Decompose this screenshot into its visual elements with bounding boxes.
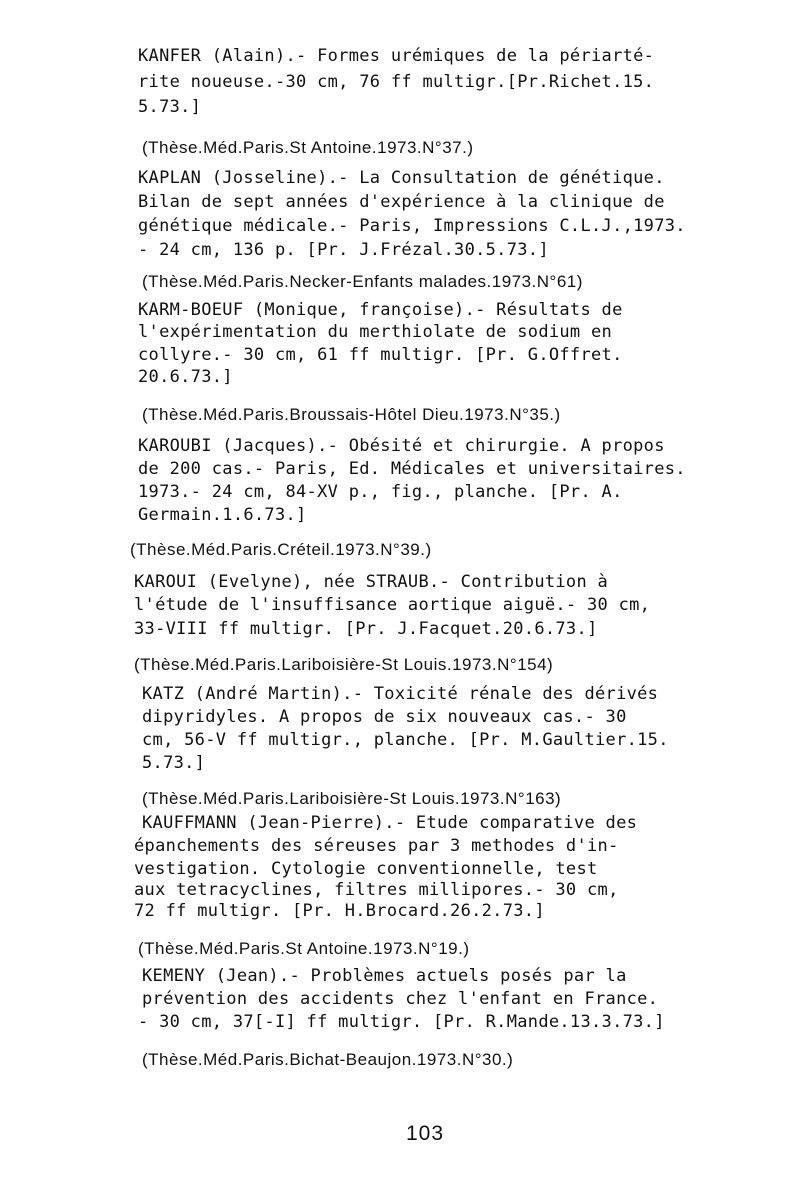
entry-location: (Thèse.Méd.Paris.Broussais-Hôtel Dieu.1973.N°35.) [142,405,561,424]
entry-text-line: dipyridyles. A propos de six nouveaux cas.- 30 [142,707,627,727]
entry-text-line: génétique médicale.- Paris, Impressions C.L.J.,1973. [138,216,686,236]
entry-location: (Thèse.Méd.Paris.St Antoine.1973.N°19.) [138,939,470,958]
entry-text-line: KAPLAN (Josseline).- La Consultation de génétique. [138,168,665,188]
entry-text-line: - 24 cm, 136 p. [Pr. J.Frézal.30.5.73.] [138,240,549,260]
entry-text-line: KAUFFMANN (Jean-Pierre).- Etude comparative des [142,813,638,833]
entry-location: (Thèse.Méd.Paris.Créteil.1973.N°39.) [130,540,432,559]
entry-text-line: cm, 56-V ff multigr., planche. [Pr. M.Gaultier.15. [142,730,669,750]
entry-text-line: vestigation. Cytologie conventionnelle, test [134,859,598,879]
entry-text-line: - 30 cm, 37[-I] ff multigr. [Pr. R.Mande.13.3.73.] [138,1012,665,1032]
entry-text-line: KATZ (André Martin).- Toxicité rénale des dérivés [142,684,659,704]
entry-location: (Thèse.Méd.Paris.Lariboisière-St Louis.1973.N°154) [134,655,554,674]
page-number: 103 [406,1122,445,1145]
entry-location: (Thèse.Méd.Paris.Necker-Enfants malades.1973.N°61) [142,272,583,291]
entry-text-line: aux tetracyclines, filtres millipores.- 30 cm, [134,880,619,900]
entry-text-line: de 200 cas.- Paris, Ed. Médicales et universitaires. [138,459,686,479]
entry-location: (Thèse.Méd.Paris.Lariboisière-St Louis.1973.N°163) [142,789,562,808]
entry-text-line: 20.6.73.] [138,367,233,387]
entry-text-line: KEMENY (Jean).- Problèmes actuels posés par la [142,966,627,986]
entry-text-line: prévention des accidents chez l'enfant en France. [142,989,659,1009]
entry-text-line: KAROUI (Evelyne), née STRAUB.- Contribution à [134,572,609,592]
entry-text-line: l'expérimentation du merthiolate de sodium en [138,322,613,342]
entry-text-line: 5.73.] [142,753,206,773]
entry-text-line: 72 ff multigr. [Pr. H.Brocard.26.2.73.] [134,901,545,921]
entry-text-line: KAROUBI (Jacques).- Obésité et chirurgie. A propos [138,436,665,456]
entry-location: (Thèse.Méd.Paris.St Antoine.1973.N°37.) [142,138,474,157]
entry-text-line: 5.73.] [138,97,202,117]
entry-text-line: épanchements des séreuses par 3 methodes d'in- [134,836,619,856]
entry-text-line: 1973.- 24 cm, 84-XV p., fig., planche. [Pr. A. [138,482,623,502]
entry-text-line: Germain.1.6.73.] [138,505,307,525]
entry-text-line: Bilan de sept années d'expérience à la clinique de [138,192,665,212]
entry-text-line: KANFER (Alain).- Formes urémiques de la périarté- [138,46,655,66]
entry-text-line: collyre.- 30 cm, 61 ff multigr. [Pr. G.Offret. [138,345,623,365]
entry-text-line: rite noueuse.-30 cm, 76 ff multigr.[Pr.Richet.15. [138,72,655,92]
entry-location: (Thèse.Méd.Paris.Bichat-Beaujon.1973.N°30.) [142,1050,514,1069]
entry-text-line: l'étude de l'insuffisance aortique aiguë.- 30 cm, [134,595,651,615]
entry-text-line: KARM-BOEUF (Monique, françoise).- Résultats de [138,300,623,320]
entry-text-line: 33-VIII ff multigr. [Pr. J.Facquet.20.6.73.] [134,619,598,639]
